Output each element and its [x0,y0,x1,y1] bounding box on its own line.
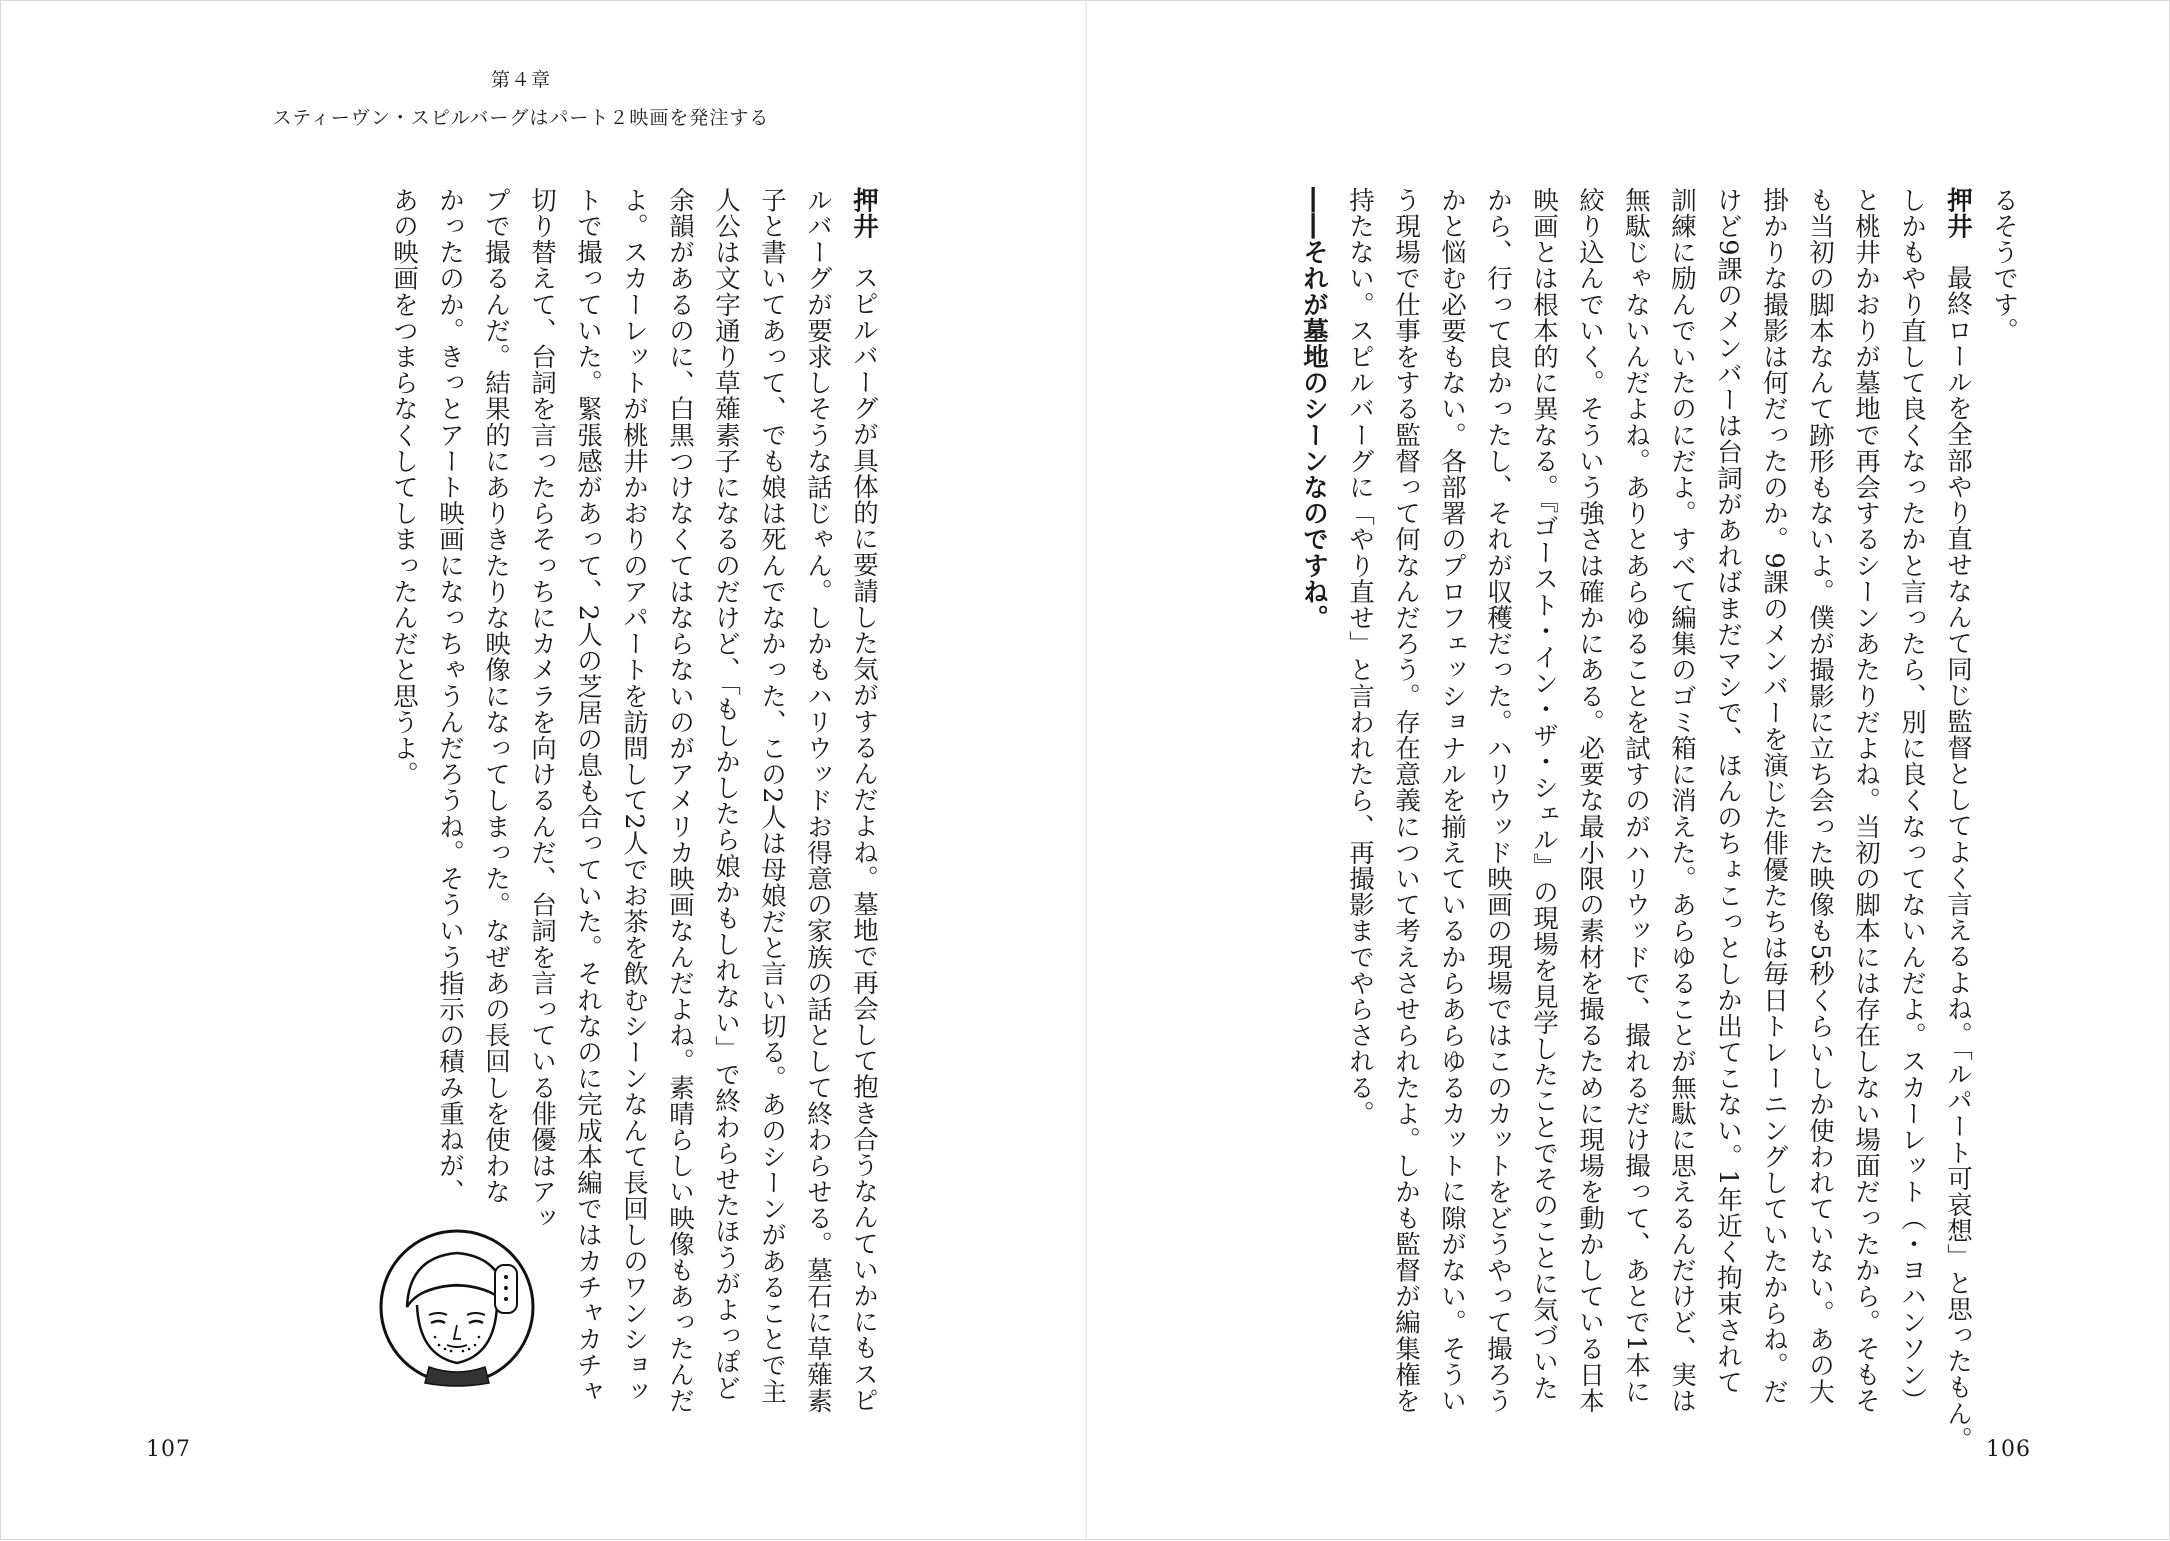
text-line: トで撮っていた。緊張感があって、2人の芝居の息も合っていた。それなのに完成本編ではカチャカチャ [573,187,603,1405]
text-line: と桃井かおりが墓地で再会するシーンあたりだよね。当初の脚本には存在しない場面だったから。そもそ [1851,187,1881,1414]
chapter-title: スティーヴン・スピルバーグはパート２映画を発注する [272,107,770,129]
text-line: 切り替えて、台詞を言ったらそっちにカメラを向けるんだ、台詞を言っている俳優はアッ [527,187,557,1231]
page-number-right: 106 [1986,1437,2031,1462]
chapter-number: 第４章 [490,69,551,91]
text-line: 持たない。スピルバーグに「やり直せ」と言われたら、再撮影までやらされる。 [1345,187,1375,1127]
text-line: あの映画をつまらなくしてしまったんだと思うよ。 [389,187,419,788]
page-number-left: 107 [146,1437,191,1462]
text-line: 子と書いてあって、でも娘は死んでなかった、この2人は母娘だと言い切る。あのシーンがあることで主 [757,187,787,1405]
oshii-portrait-icon [377,1227,537,1387]
text-line: よ。スカーレットが桃井かおりのアパートを訪問して2人でお茶を飲むシーンなんて長回しのワンショッ [619,187,649,1405]
text-line: から、行って良かったし、それが収穫だった。ハリウッド映画の現場ではこのカットをどうやって撮ろう [1483,187,1513,1414]
text-line: かと悩む必要もない。各部署のプロフェッショナルを揃えているからあらゆるカットに隙がない。そうい [1437,187,1467,1414]
text-line: しかもやり直して良くなったかと言ったら、別に良くなってないんだよ。スカーレット（・ヨハンソン） [1897,187,1927,1414]
text-line: 無駄じゃないんだよね。ありとあらゆることを試すのがハリウッドで、撮れるだけ撮って、あとで1本に [1621,187,1651,1405]
text-line: 訓練に励んでいたのにだよ。すべて編集のゴミ箱に消えた。あらゆることが無駄に思えるんだけど、実は [1667,187,1697,1414]
text-line: 絞り込んでいく。そういう強さは確かにある。必要な最小限の素材を撮るために現場を動かしている日本 [1575,187,1605,1414]
text-line: う現場で仕事をする監督って何なんだろう。存在意義について考えさせられたよ。しかも監督が編集権を [1391,187,1421,1414]
text-line: るそうです。 [1989,187,2019,344]
speaker-paragraph-start [1935,187,1981,1453]
text-line: も当初の脚本なんて跡形もないよ。僕が撮影に立ち会った映像も5秒くらいしか使われていない。あの大 [1805,187,1835,1405]
text-line: プで撮るんだ。結果的にありきたりな映像になってしまった。なぜあの長回しを使わな [481,187,511,1205]
text-line: 余韻があるのに、白黒つけなくてはならないのがアメリカ映画なんだよね。素晴らしい映像もあったんだ [665,187,695,1414]
page-gutter [1085,1,1087,1541]
speaker-paragraph-start [841,187,887,1437]
text-line: けど9課のメンバーは台詞があればまだマシで、ほんのちょこっとしか出てこない。1年近く拘束されて [1713,187,1743,1396]
text-line: 人公は文字通り草薙素子になるのだけど、「もしかしたら娘かもしれない」で終わらせたほうがよっぽど [711,187,741,1401]
text-line: ルバーグが要求しそうな話じゃん。しかもハリウッドお得意の家族の話として終わらせる。墓石に草薙素 [803,187,833,1414]
text-line: スピルバーグが具体的に要請した気がするんだよね。墓地で再会して抱き合うなんていかにもスピ [849,264,879,1414]
interviewer-question: ――それが墓地のシーンなのですね。 [1299,187,1329,631]
text-line: かったのか。きっとアート映画になっちゃうんだろうね。そういう指示の積み重ねが、 [435,187,465,1205]
text-line: 最終ロールを全部やり直せなんて同じ監督としてよく言えるよね。「ルパート可哀想」と思ったもん。 [1943,264,1973,1453]
speaker-label: 押井 [1943,187,1973,240]
text-line: 映画とは根本的に異なる。『ゴースト・イン・ザ・シェル』の現場を見学したことでそのことに気づいた [1529,187,1559,1401]
running-head [271,61,771,137]
speaker-label: 押井 [849,187,879,240]
text-line: 掛かりな撮影は何だったのか。9課のメンバーを演じた俳優たちは毎日トレーニングしていたからね。だ [1759,187,1789,1405]
